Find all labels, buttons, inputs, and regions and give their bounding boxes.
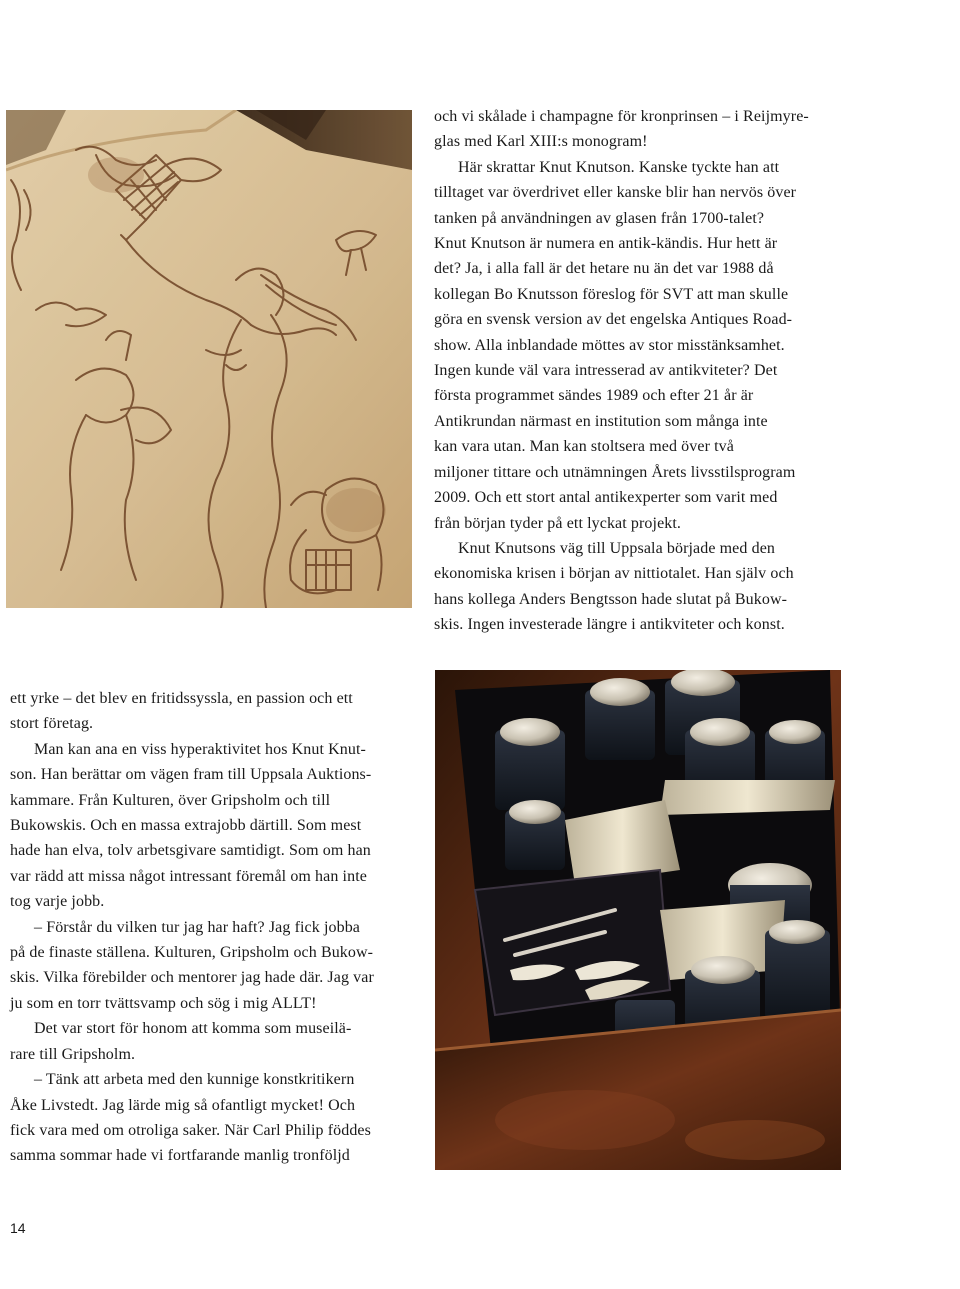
vanity-case-photo	[435, 670, 841, 1170]
article-column-bottom	[10, 686, 420, 1169]
sketch-photo	[6, 110, 412, 608]
paragraph: Här skrattar Knut Knutson. Kanske tyckte han att tilltaget var överdrivet eller kanske blir han nervös över tanken på användningen av glasen från 1700-talet? Knut Knutson är numera en antik-kändis. Hur hett är det? Ja, i alla fall är det hetare nu än det var 1988 då kollegan Bo Knutsson föreslog för SVT att man skulle göra en svensk version av det engelska Antiques Road- show. Alla inblandade möttes av stor misstänksamhet. Ingen kunde väl vara intresserad av antikviteter? Det första programmet sändes 1989 och efter 21 år är Antikrundan närmast en institution som många inte kan vara utan. Man kan stoltsera med över två miljoner tittare och utnämningen Årets livsstilsprogram 2009. Och ett stort antal antikexperter som varit med från början tyder på ett lyckat projekt.	[434, 158, 797, 532]
paragraph: – Tänk att arbeta med den kunnige konstkritikern Åke Livstedt. Jag lärde mig så ofantligt mycket! Och fick vara med om otroliga saker. När Carl Philip föddes samma sommar hade vi fortfarande manlig tronföljd	[10, 1071, 371, 1165]
paragraph: och vi skålade i champagne för kronprinsen – i Reijmyre- glas med Karl XIII:s monogram!	[434, 108, 809, 151]
paragraph: Det var stort för honom att komma som museilä- rare till Gripsholm.	[10, 1020, 352, 1063]
paragraph: ett yrke – det blev en fritidssyssla, en passion och ett stort företag.	[10, 690, 353, 733]
paragraph: Man kan ana en viss hyperaktivitet hos Knut Knut- son. Han berättar om vägen fram till Uppsala Auktions- kammare. Från Kulturen, över Gripsholm och till Bukowskis. Och en massa extrajobb därtill. Som mest hade han elva, tolv arbetsgivare samtidigt. Som om han var rädd att missa något intressant föremål om han inte tog varje jobb.	[10, 740, 372, 911]
paragraph: – Förstår du vilken tur jag har haft? Jag fick jobba på de finaste ställena. Kulturen, Gripsholm och Bukow- skis. Vilka förebilder och mentorer jag hade där. Jag var ju som en torr tvättsvamp och sög i mig ALLT!	[10, 918, 374, 1012]
page-number: 14	[10, 1220, 26, 1236]
paragraph: Knut Knutsons väg till Uppsala började med den ekonomiska krisen i början av nittiotalet. Han själv och hans kollega Anders Bengtsson hade slutat på Bukow- skis. Ingen investerade längre i antikviteter och konst.	[434, 539, 794, 634]
article-column-top	[434, 104, 854, 638]
